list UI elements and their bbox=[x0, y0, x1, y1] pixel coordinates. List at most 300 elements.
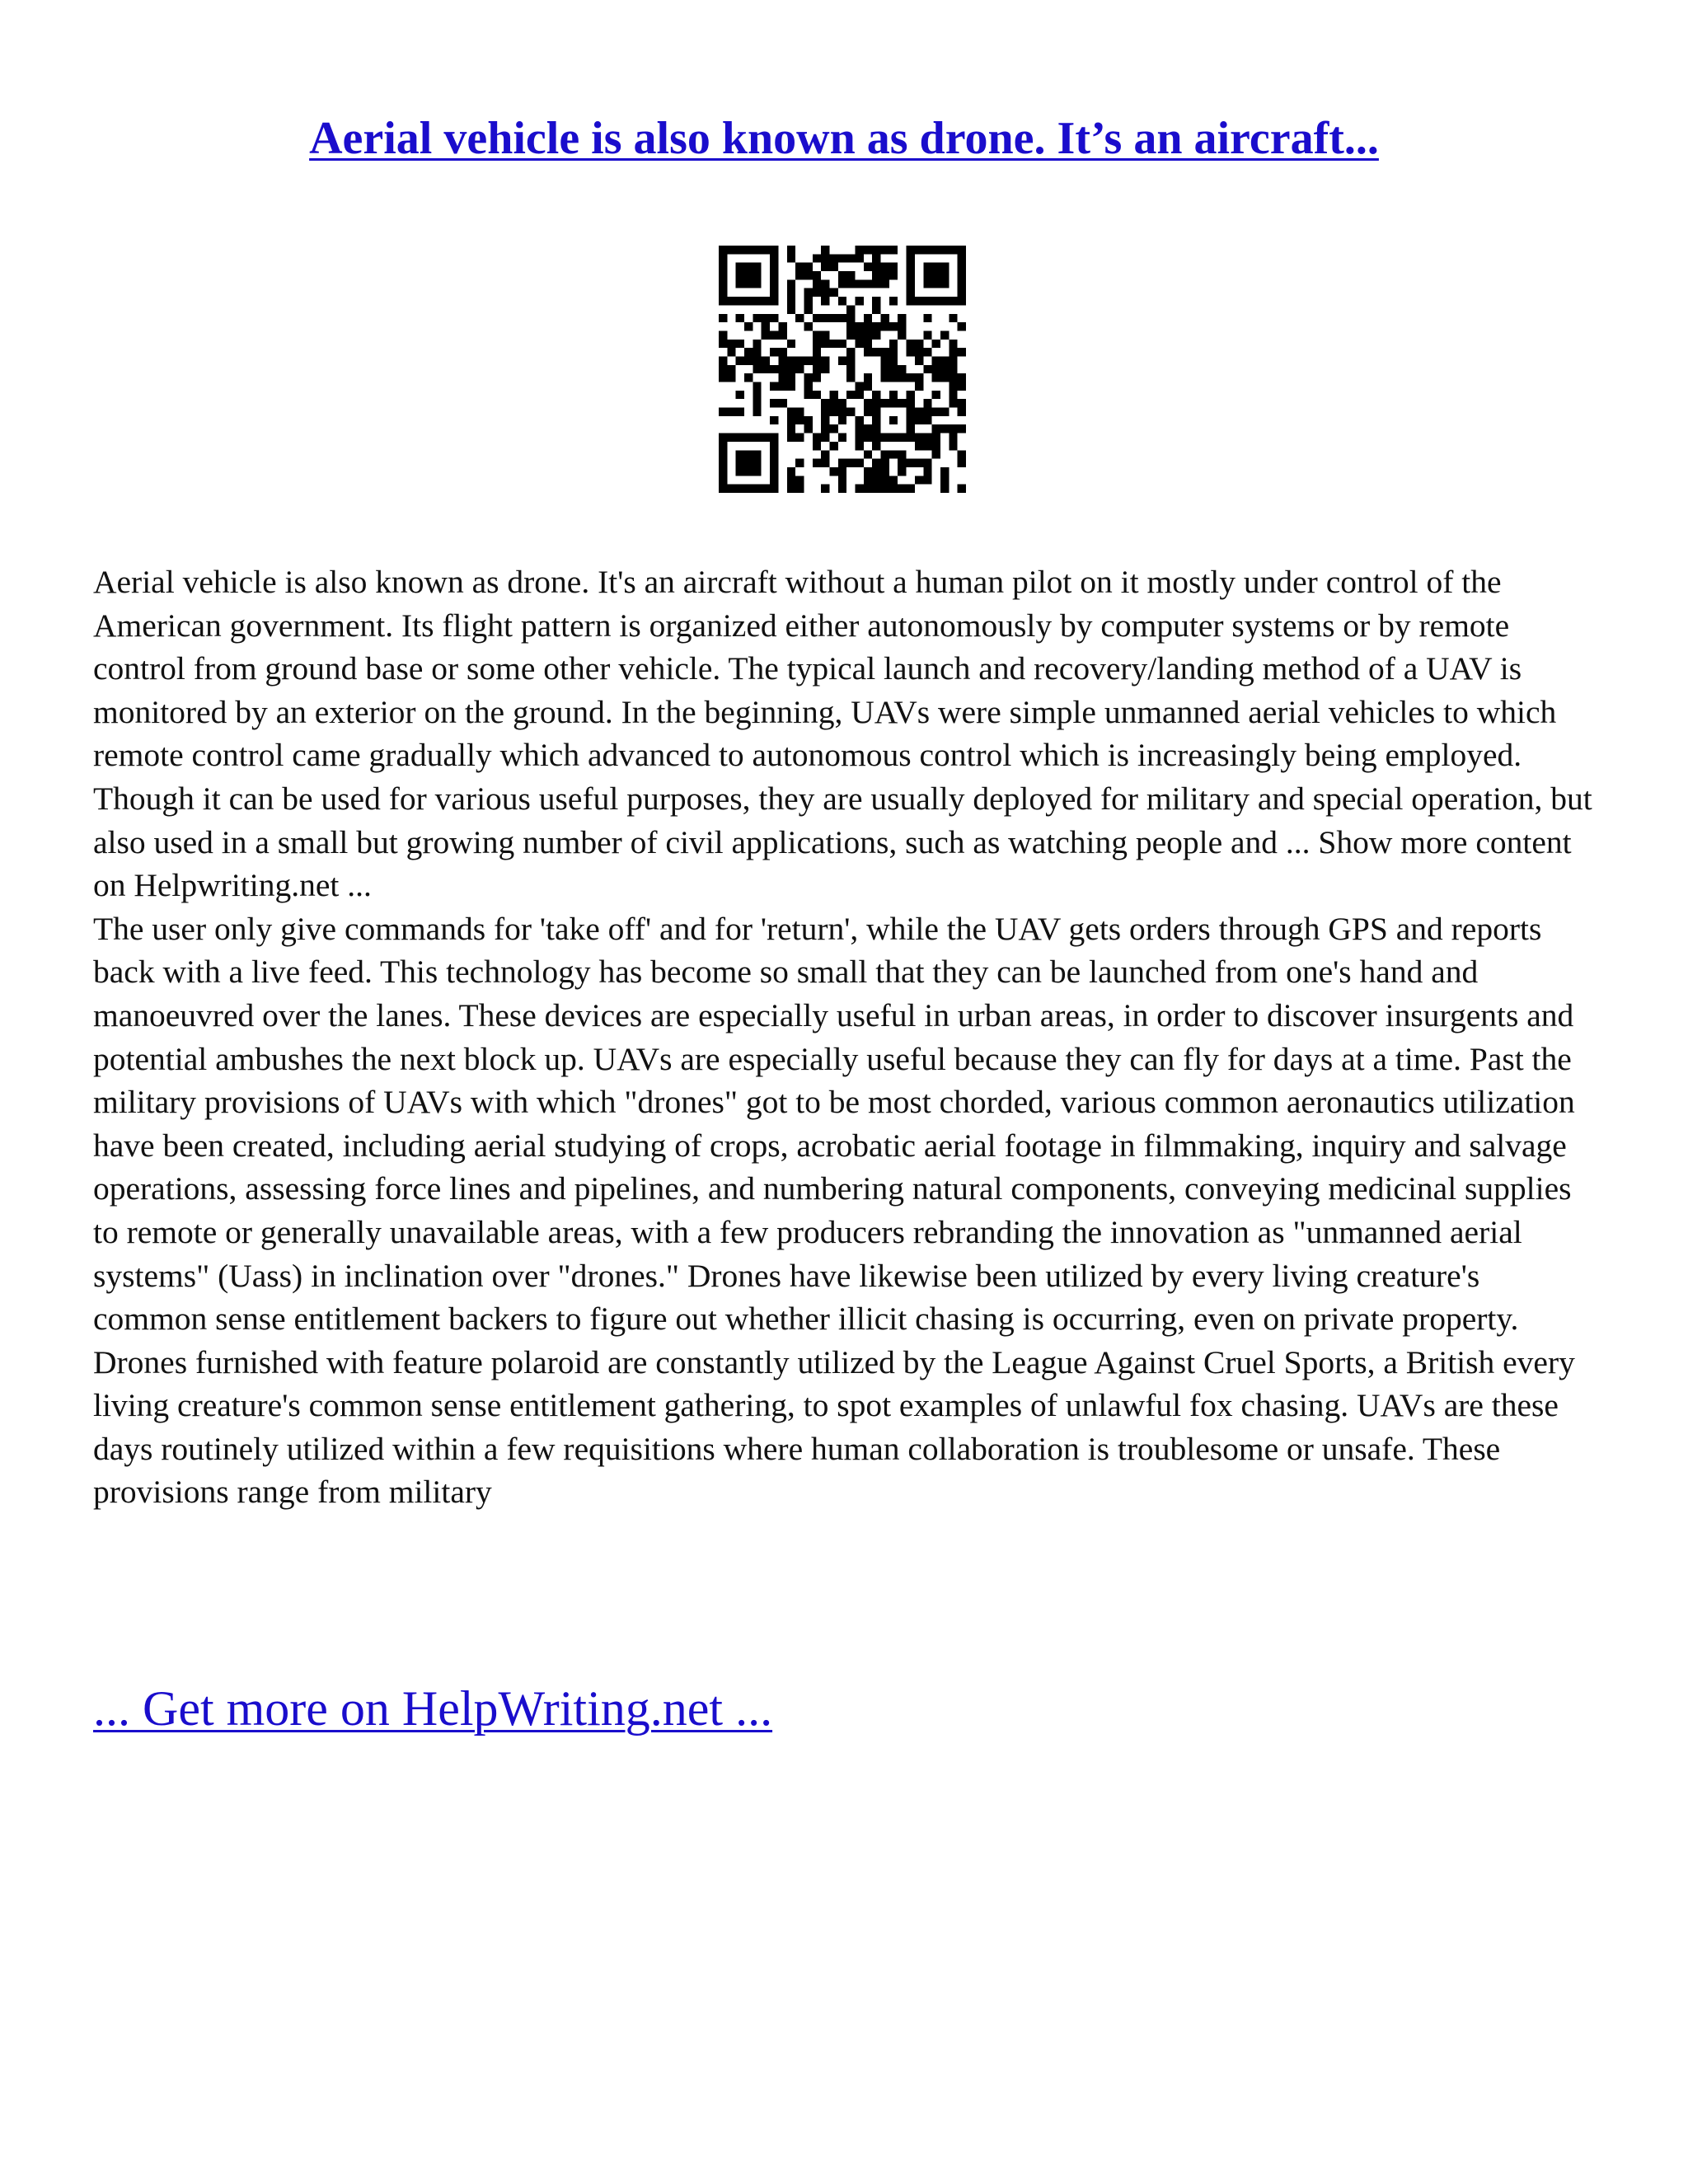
qr-module bbox=[907, 399, 915, 407]
qr-module bbox=[898, 434, 906, 442]
qr-module bbox=[719, 254, 727, 262]
qr-module bbox=[958, 271, 966, 279]
qr-module bbox=[804, 322, 812, 330]
qr-module bbox=[727, 485, 735, 493]
qr-module bbox=[949, 365, 957, 373]
qr-module bbox=[907, 340, 915, 348]
qr-module bbox=[864, 330, 872, 339]
qr-module bbox=[856, 246, 864, 254]
qr-module bbox=[787, 297, 795, 305]
qr-module bbox=[787, 373, 795, 382]
article-paragraph-2: The user only give commands for 'take off' and for 'return', while the UAV gets orders through GPS and reports back with a live feed. This technology has become so small that they can be launched from one's hand and manoeuvred over the lanes. These devices are especially useful in urban areas, in order to discover insurgents and potential ambushes the next block up. UAVs are especially useful because they can fly for days at a time. Past the military provisions of UAVs with which "drones" got to be most chorded, various common aeronautics utilization have been created, including aerial studying of crops, acrobatic aerial footage in filmmaking, inquiry and salvage operations, assessing force lines and pipelines, and numbering natural components, conveying medicinal supplies to remote or generally unavailable areas, with a few producers rebranding the innovation as "unmanned aerial systems" (Uass) in inclination over "drones." Drones have likewise been utilized by every living creature's common sense entitlement backers to figure out whether illicit chasing is occurring, even on private property. Drones furnished with feature polaroid are constantly utilized by the League Against Cruel Sports, a British every living creature's common sense entitlement gathering, to spot examples of unlawful fox chasing. UAVs are these days routinely utilized within a few requisitions where human collaboration is troublesome or unsafe. These provisions range from military bbox=[93, 910, 1575, 1511]
qr-module bbox=[864, 382, 872, 391]
qr-module bbox=[949, 356, 957, 364]
qr-module bbox=[821, 263, 829, 271]
qr-module bbox=[719, 314, 727, 322]
qr-module bbox=[753, 467, 761, 476]
qr-module bbox=[898, 373, 906, 382]
qr-module bbox=[846, 373, 855, 382]
qr-module bbox=[719, 459, 727, 467]
qr-module bbox=[719, 442, 727, 450]
qr-module bbox=[821, 408, 829, 416]
qr-module bbox=[940, 271, 949, 279]
qr-module bbox=[829, 467, 837, 476]
qr-module bbox=[872, 408, 880, 416]
qr-module bbox=[864, 467, 872, 476]
qr-module bbox=[915, 382, 923, 391]
qr-module bbox=[719, 467, 727, 476]
qr-module bbox=[856, 424, 864, 433]
qr-module bbox=[881, 271, 889, 279]
qr-module bbox=[923, 467, 931, 476]
qr-module bbox=[907, 373, 915, 382]
qr-module bbox=[856, 382, 864, 391]
qr-module bbox=[727, 408, 735, 416]
qr-module bbox=[804, 271, 812, 279]
qr-module bbox=[838, 476, 846, 484]
qr-module bbox=[804, 288, 812, 297]
qr-module bbox=[744, 467, 753, 476]
qr-module bbox=[864, 399, 872, 407]
qr-module bbox=[856, 442, 864, 450]
qr-module bbox=[821, 365, 829, 373]
article-paragraph-1: Aerial vehicle is also known as drone. It's an aircraft without a human pilot on it mostly under control of the American government. Its flight pattern is organized either autonomously by computer systems or by remote control from ground base or some other vehicle. The typical launch and recovery/landing method of a UAV is monitored by an exterior on the ground. In the beginning, UAVs were simple unmanned aerial vehicles to which remote control came gradually which advanced to autonomous control which is increasingly being employed. Though it can be used for various useful purposes, they are usually deployed for military and special operation, but also used in a small but growing number of civil applications, such as watching people and ... Show more content on Helpwriting.net ... bbox=[93, 564, 1592, 904]
qr-module bbox=[907, 424, 915, 433]
qr-module bbox=[923, 434, 931, 442]
qr-module bbox=[958, 322, 966, 330]
qr-module bbox=[932, 365, 940, 373]
qr-module bbox=[813, 348, 821, 356]
qr-module bbox=[898, 365, 906, 373]
qr-module bbox=[856, 330, 864, 339]
qr-module bbox=[907, 391, 915, 399]
qr-module bbox=[821, 424, 829, 433]
qr-module bbox=[838, 271, 846, 279]
qr-module bbox=[753, 314, 761, 322]
qr-module bbox=[744, 263, 753, 271]
qr-module bbox=[864, 424, 872, 433]
qr-module bbox=[770, 246, 778, 254]
qr-module bbox=[949, 340, 957, 348]
qr-module bbox=[736, 271, 744, 279]
qr-module bbox=[795, 416, 804, 424]
qr-module bbox=[881, 279, 889, 288]
qr-module bbox=[744, 434, 753, 442]
qr-module bbox=[958, 485, 966, 493]
qr-module bbox=[864, 314, 872, 322]
qr-module bbox=[770, 382, 778, 391]
qr-module bbox=[770, 399, 778, 407]
qr-module bbox=[838, 356, 846, 364]
qr-module bbox=[872, 254, 880, 262]
qr-module bbox=[949, 391, 957, 399]
qr-module bbox=[762, 314, 770, 322]
qr-module bbox=[949, 373, 957, 382]
qr-module bbox=[958, 408, 966, 416]
qr-module bbox=[813, 459, 821, 467]
qr-module bbox=[719, 279, 727, 288]
qr-module bbox=[881, 348, 889, 356]
qr-module bbox=[719, 408, 727, 416]
qr-module bbox=[829, 254, 837, 262]
qr-module bbox=[770, 442, 778, 450]
qr-module bbox=[872, 322, 880, 330]
qr-module bbox=[949, 424, 957, 433]
qr-module bbox=[736, 467, 744, 476]
qr-module bbox=[770, 416, 778, 424]
qr-module bbox=[838, 340, 846, 348]
qr-module bbox=[813, 434, 821, 442]
qr-module bbox=[753, 399, 761, 407]
qr-module bbox=[838, 416, 846, 424]
qr-module bbox=[958, 424, 966, 433]
qr-module bbox=[736, 340, 744, 348]
qr-module bbox=[949, 246, 957, 254]
qr-module bbox=[864, 340, 872, 348]
qr-module bbox=[907, 416, 915, 424]
qr-module bbox=[940, 279, 949, 288]
qr-module bbox=[923, 279, 931, 288]
qr-module bbox=[762, 485, 770, 493]
qr-module bbox=[719, 434, 727, 442]
qr-module bbox=[813, 365, 821, 373]
qr-module bbox=[949, 314, 957, 322]
qr-module bbox=[727, 434, 735, 442]
qr-module bbox=[881, 399, 889, 407]
qr-module bbox=[898, 459, 906, 467]
qr-module bbox=[821, 288, 829, 297]
qr-module bbox=[762, 365, 770, 373]
qr-module bbox=[923, 271, 931, 279]
qr-code-icon bbox=[719, 246, 966, 493]
qr-module bbox=[744, 348, 753, 356]
qr-module bbox=[736, 459, 744, 467]
qr-module bbox=[923, 246, 931, 254]
qr-module bbox=[915, 297, 923, 305]
qr-module bbox=[787, 424, 795, 433]
qr-module bbox=[813, 356, 821, 364]
qr-module bbox=[958, 288, 966, 297]
qr-module bbox=[719, 365, 727, 373]
qr-module bbox=[838, 459, 846, 467]
qr-module bbox=[770, 263, 778, 271]
qr-module bbox=[727, 297, 735, 305]
qr-module bbox=[821, 246, 829, 254]
qr-module bbox=[829, 399, 837, 407]
qr-module bbox=[889, 348, 898, 356]
qr-module bbox=[778, 382, 786, 391]
qr-module bbox=[736, 246, 744, 254]
qr-module bbox=[864, 434, 872, 442]
qr-module bbox=[872, 399, 880, 407]
qr-module bbox=[864, 485, 872, 493]
qr-module bbox=[940, 246, 949, 254]
qr-module bbox=[829, 340, 837, 348]
qr-module bbox=[846, 305, 855, 313]
qr-module bbox=[795, 476, 804, 484]
qr-module bbox=[795, 365, 804, 373]
qr-module bbox=[719, 263, 727, 271]
qr-module bbox=[856, 297, 864, 305]
qr-module bbox=[846, 459, 855, 467]
qr-module bbox=[736, 485, 744, 493]
qr-module bbox=[787, 476, 795, 484]
qr-module bbox=[915, 356, 923, 364]
qr-module bbox=[727, 340, 735, 348]
qr-module bbox=[821, 434, 829, 442]
qr-module bbox=[958, 450, 966, 458]
qr-module bbox=[872, 442, 880, 450]
qr-module bbox=[923, 459, 931, 467]
qr-module bbox=[804, 305, 812, 313]
qr-module bbox=[770, 459, 778, 467]
qr-module bbox=[821, 416, 829, 424]
qr-module bbox=[907, 254, 915, 262]
qr-module bbox=[813, 288, 821, 297]
qr-module bbox=[787, 279, 795, 288]
qr-module bbox=[907, 434, 915, 442]
qr-module bbox=[889, 246, 898, 254]
qr-module bbox=[829, 408, 837, 416]
qr-module bbox=[778, 330, 786, 339]
qr-module bbox=[889, 356, 898, 364]
qr-module bbox=[744, 485, 753, 493]
qr-module bbox=[719, 450, 727, 458]
qr-module bbox=[829, 288, 837, 297]
qr-module bbox=[753, 340, 761, 348]
qr-module bbox=[881, 356, 889, 364]
qr-module bbox=[958, 459, 966, 467]
qr-module bbox=[915, 373, 923, 382]
qr-module bbox=[915, 408, 923, 416]
qr-module bbox=[787, 254, 795, 262]
qr-module bbox=[958, 373, 966, 382]
qr-module bbox=[795, 263, 804, 271]
qr-module bbox=[821, 254, 829, 262]
qr-module bbox=[838, 399, 846, 407]
qr-module bbox=[889, 450, 898, 458]
qr-module bbox=[949, 442, 957, 450]
qr-module bbox=[821, 297, 829, 305]
qr-module bbox=[940, 408, 949, 416]
qr-module bbox=[727, 246, 735, 254]
qr-module bbox=[787, 365, 795, 373]
qr-module bbox=[864, 476, 872, 484]
qr-module bbox=[915, 442, 923, 450]
qr-module bbox=[753, 434, 761, 442]
qr-module bbox=[907, 408, 915, 416]
qr-module bbox=[881, 476, 889, 484]
qr-module bbox=[864, 279, 872, 288]
qr-module bbox=[813, 340, 821, 348]
qr-module bbox=[736, 450, 744, 458]
qr-module bbox=[838, 467, 846, 476]
qr-module bbox=[932, 297, 940, 305]
qr-module bbox=[949, 434, 957, 442]
qr-module bbox=[829, 263, 837, 271]
qr-module bbox=[898, 485, 906, 493]
qr-module bbox=[770, 271, 778, 279]
qr-module bbox=[932, 391, 940, 399]
qr-module bbox=[753, 391, 761, 399]
qr-module bbox=[813, 330, 821, 339]
qr-module bbox=[889, 476, 898, 484]
qr-module bbox=[727, 373, 735, 382]
qr-module bbox=[923, 263, 931, 271]
qr-module bbox=[770, 314, 778, 322]
qr-module bbox=[770, 279, 778, 288]
qr-module bbox=[898, 322, 906, 330]
qr-module bbox=[744, 373, 753, 382]
qr-module bbox=[932, 424, 940, 433]
qr-module bbox=[881, 485, 889, 493]
qr-module bbox=[736, 314, 744, 322]
qr-module bbox=[872, 416, 880, 424]
get-more-link[interactable]: ... Get more on HelpWriting.net ... bbox=[93, 1681, 773, 1736]
qr-module bbox=[958, 254, 966, 262]
qr-module bbox=[813, 314, 821, 322]
qr-module bbox=[872, 391, 880, 399]
qr-module bbox=[907, 297, 915, 305]
qr-module bbox=[821, 399, 829, 407]
qr-module bbox=[949, 399, 957, 407]
qr-module bbox=[719, 373, 727, 382]
qr-module bbox=[778, 373, 786, 382]
qr-module bbox=[813, 279, 821, 288]
qr-module bbox=[915, 348, 923, 356]
qr-module bbox=[846, 279, 855, 288]
qr-module bbox=[744, 356, 753, 364]
qr-module bbox=[907, 485, 915, 493]
qr-module bbox=[719, 297, 727, 305]
title-link[interactable]: Aerial vehicle is also known as drone. It’s an aircraft... bbox=[309, 113, 1379, 164]
qr-module bbox=[889, 434, 898, 442]
qr-module bbox=[907, 279, 915, 288]
qr-module bbox=[753, 246, 761, 254]
qr-module bbox=[778, 356, 786, 364]
qr-module bbox=[907, 459, 915, 467]
qr-module bbox=[846, 330, 855, 339]
qr-module bbox=[829, 314, 837, 322]
qr-module bbox=[949, 382, 957, 391]
qr-module bbox=[856, 459, 864, 467]
qr-module bbox=[778, 399, 786, 407]
qr-module bbox=[907, 348, 915, 356]
qr-module bbox=[881, 450, 889, 458]
qr-module bbox=[881, 459, 889, 467]
qr-module bbox=[864, 450, 872, 458]
qr-module bbox=[829, 442, 837, 450]
qr-module bbox=[762, 297, 770, 305]
qr-module bbox=[778, 348, 786, 356]
qr-module bbox=[736, 434, 744, 442]
qr-module bbox=[872, 485, 880, 493]
qr-module bbox=[770, 365, 778, 373]
qr-module bbox=[915, 476, 923, 484]
get-more-link-container bbox=[93, 1681, 772, 1736]
qr-module bbox=[744, 271, 753, 279]
qr-module bbox=[889, 391, 898, 399]
qr-module bbox=[753, 348, 761, 356]
qr-module bbox=[872, 424, 880, 433]
qr-module bbox=[736, 408, 744, 416]
qr-module bbox=[795, 356, 804, 364]
qr-module bbox=[770, 330, 778, 339]
qr-module bbox=[856, 416, 864, 424]
qr-module bbox=[932, 373, 940, 382]
qr-module bbox=[940, 356, 949, 364]
qr-module bbox=[770, 297, 778, 305]
qr-module bbox=[872, 263, 880, 271]
qr-module bbox=[864, 246, 872, 254]
qr-module bbox=[795, 434, 804, 442]
qr-module bbox=[787, 382, 795, 391]
qr-module bbox=[795, 314, 804, 322]
qr-module bbox=[846, 348, 855, 356]
qr-module bbox=[872, 467, 880, 476]
qr-module bbox=[829, 391, 837, 399]
qr-module bbox=[821, 279, 829, 288]
qr-module bbox=[856, 391, 864, 399]
qr-module bbox=[923, 408, 931, 416]
qr-module bbox=[932, 340, 940, 348]
qr-module bbox=[719, 340, 727, 348]
qr-module bbox=[846, 271, 855, 279]
qr-module bbox=[770, 434, 778, 442]
qr-module bbox=[889, 485, 898, 493]
qr-module bbox=[753, 450, 761, 458]
qr-module bbox=[770, 254, 778, 262]
qr-module bbox=[753, 365, 761, 373]
qr-module bbox=[838, 485, 846, 493]
qr-module bbox=[940, 297, 949, 305]
qr-module bbox=[821, 459, 829, 467]
qr-module bbox=[872, 305, 880, 313]
qr-module bbox=[958, 263, 966, 271]
qr-module bbox=[804, 424, 812, 433]
qr-module bbox=[813, 373, 821, 382]
qr-module bbox=[736, 297, 744, 305]
qr-module bbox=[846, 365, 855, 373]
qr-module bbox=[872, 330, 880, 339]
qr-module bbox=[940, 365, 949, 373]
qr-module bbox=[804, 416, 812, 424]
qr-module bbox=[889, 373, 898, 382]
qr-module bbox=[881, 373, 889, 382]
qr-module bbox=[932, 271, 940, 279]
qr-module bbox=[958, 348, 966, 356]
qr-module bbox=[838, 279, 846, 288]
qr-module bbox=[932, 434, 940, 442]
qr-module bbox=[915, 416, 923, 424]
qr-module bbox=[753, 459, 761, 467]
qr-module bbox=[932, 408, 940, 416]
qr-module bbox=[813, 442, 821, 450]
qr-module bbox=[915, 246, 923, 254]
qr-module bbox=[736, 263, 744, 271]
qr-module bbox=[787, 288, 795, 297]
qr-module bbox=[821, 356, 829, 364]
qr-module bbox=[762, 356, 770, 364]
qr-module bbox=[856, 434, 864, 442]
qr-module bbox=[940, 424, 949, 433]
qr-module bbox=[770, 348, 778, 356]
qr-module bbox=[923, 348, 931, 356]
qr-module bbox=[719, 485, 727, 493]
qr-module bbox=[778, 365, 786, 373]
page-title bbox=[0, 114, 1688, 165]
qr-module bbox=[907, 263, 915, 271]
